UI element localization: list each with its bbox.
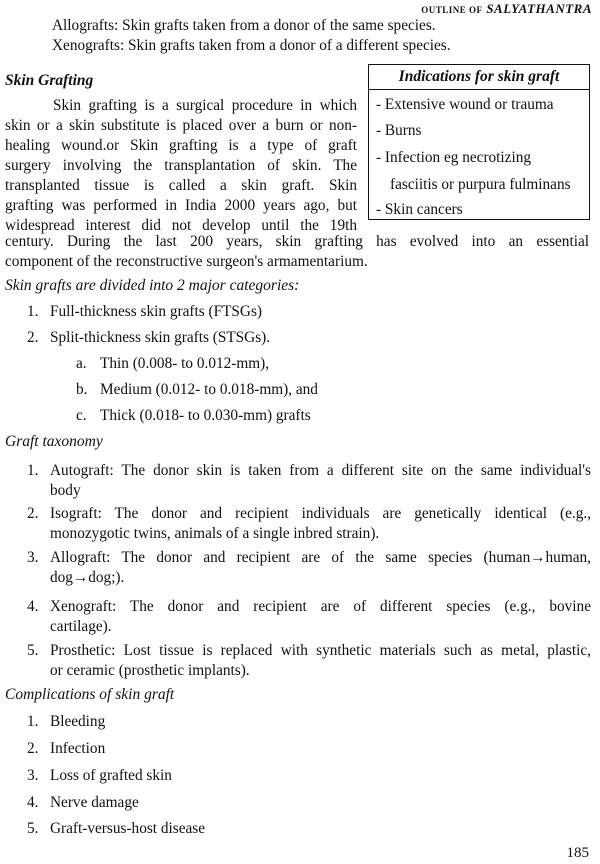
skin-grafting-paragraph: [5, 96, 357, 236]
skin-grafting-heading: Skin Grafting: [5, 72, 94, 89]
header-prefix: OUTLINE OF: [421, 5, 483, 15]
taxonomy-line: Allograft: The donor and recipient are of the same species (human→human,: [50, 549, 591, 566]
header-title: SALYATHANTRA: [486, 1, 592, 16]
taxonomy-line: monozygotic twins, animals of a single inbred strain).: [50, 525, 380, 542]
list-number: 3.: [27, 767, 39, 784]
paragraph-line-wide: century. During the last 200 years, skin grafting has evolved into an essential: [5, 233, 589, 250]
list-number: 5.: [27, 820, 39, 837]
taxonomy-line: Xenograft: The donor and recipient are of different species (e.g., bovine: [50, 598, 591, 615]
indications-box: [368, 64, 590, 220]
sub-list-item: Medium (0.012- to 0.018-mm), and: [100, 381, 318, 398]
taxonomy-line: body: [50, 482, 81, 499]
list-item: Graft-versus-host disease: [50, 820, 206, 837]
list-item: Bleeding: [50, 713, 106, 730]
xenografts-line: Xenografts: Skin grafts taken from a donor of a different species.: [52, 37, 451, 54]
taxonomy-item: [50, 641, 591, 681]
sub-list-item: Thin (0.008- to 0.012-mm),: [100, 355, 270, 372]
indication-item: - Infection eg necrotizing: [376, 149, 532, 166]
taxonomy-item: [50, 597, 591, 637]
paragraph-line: widespread interest did not develop until the 19th: [5, 217, 357, 234]
list-item: Infection: [50, 740, 106, 757]
indication-item: - Skin cancers: [376, 201, 463, 218]
indication-item: - Burns: [376, 122, 422, 139]
list-number: 5.: [27, 642, 39, 659]
taxonomy-item: [50, 504, 591, 544]
taxonomy-line: Isograft: The donor and recipient individuals are genetically identical (e.g.,: [50, 505, 591, 522]
taxonomy-line: Autograft: The donor skin is taken from a different site on the same individual's: [50, 462, 591, 479]
taxonomy-line: cartilage).: [50, 618, 112, 635]
allografts-line: Allografts: Skin grafts taken from a donor of the same species.: [52, 17, 436, 34]
indication-item: - Extensive wound or trauma: [376, 96, 554, 113]
paragraph-line: Skin grafting is a surgical procedure in which: [53, 97, 357, 114]
taxonomy-item: [50, 548, 591, 588]
paragraph-line-wide: component of the reconstructive surgeon's armamentarium.: [5, 253, 368, 270]
taxonomy-subhead: Graft taxonomy: [5, 433, 103, 450]
list-number: 4.: [27, 794, 39, 811]
list-item: Nerve damage: [50, 794, 139, 811]
paragraph-line: skin or a skin substitute is placed over a burn or non-: [5, 117, 357, 134]
categories-subhead: Skin grafts are divided into 2 major categories:: [5, 277, 300, 294]
sub-list-letter: a.: [76, 355, 87, 372]
taxonomy-line: or ceramic (prosthetic implants).: [50, 662, 250, 679]
list-item: Full-thickness skin grafts (FTSGs): [50, 303, 263, 320]
sub-list-letter: b.: [76, 381, 88, 398]
paragraph-line: transplanted tissue is called a skin graft. Skin: [5, 177, 357, 194]
taxonomy-line: dog→dog;).: [50, 569, 125, 586]
taxonomy-item: [50, 461, 591, 501]
list-number: 1.: [27, 462, 39, 479]
list-number: 1.: [27, 713, 39, 730]
paragraph-line: surgery involving the transplantation of skin. The: [5, 157, 357, 174]
list-number: 1.: [27, 303, 39, 320]
complications-subhead: Complications of skin graft: [5, 686, 175, 703]
list-number: 3.: [27, 549, 39, 566]
taxonomy-line: Prosthetic: Lost tissue is replaced with synthetic materials such as metal, plastic,: [50, 642, 591, 659]
list-number: 4.: [27, 598, 39, 615]
list-number: 2.: [27, 505, 39, 522]
running-header: [421, 1, 592, 17]
sub-list-item: Thick (0.018- to 0.030-mm) grafts: [100, 407, 311, 424]
paragraph-line: grafting was performed in India 2000 years ago, but: [5, 197, 357, 214]
list-item: Loss of grafted skin: [50, 767, 172, 784]
sub-list-letter: c.: [76, 407, 87, 424]
indications-box-title: Indications for skin graft: [369, 65, 589, 90]
list-item: Split-thickness skin grafts (STSGs).: [50, 329, 271, 346]
list-number: 2.: [27, 740, 39, 757]
paragraph-line: healing wound.or Skin grafting is a type of graft: [5, 137, 357, 154]
list-number: 2.: [27, 329, 39, 346]
indication-item: fasciitis or purpura fulminans: [390, 176, 571, 193]
page-number: 185: [566, 845, 589, 861]
